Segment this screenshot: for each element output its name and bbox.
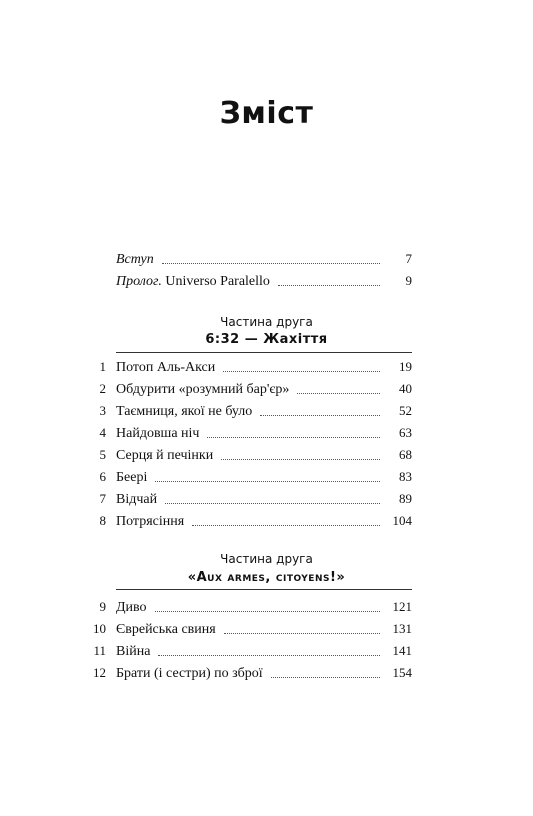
entry-page: 89: [399, 491, 412, 506]
toc-entry[interactable]: [93, 662, 412, 684]
page-title: Зміст: [219, 96, 314, 131]
dot-leader: [278, 285, 380, 286]
entry-page: 40: [399, 381, 412, 396]
toc-entry-prologue[interactable]: [116, 270, 412, 292]
toc-entry[interactable]: [93, 640, 412, 662]
dot-leader: [297, 393, 380, 394]
entry-subtitle: Universo Paralello: [161, 274, 270, 289]
toc-entry[interactable]: [99, 596, 412, 618]
entry-title: Брати (і сестри) по зброї: [116, 666, 263, 681]
entry-title: Потрясіння: [116, 514, 185, 529]
entry-title: Серця й печінки: [116, 448, 214, 463]
entry-page: 63: [399, 425, 412, 440]
part-title: «Aux armes, citoyens!»: [187, 570, 346, 585]
dot-leader: [192, 525, 380, 526]
entry-number: 9: [99, 599, 106, 614]
entry-title: Війна: [116, 644, 151, 659]
entry-title: Єврейська свиня: [116, 622, 216, 637]
entry-title: Вступ: [116, 252, 154, 267]
entry-page: 104: [392, 513, 412, 528]
entry-page: 141: [392, 643, 412, 658]
entry-title: Відчай: [116, 492, 158, 507]
entry-page: 154: [392, 665, 412, 680]
entry-title: Беері: [116, 470, 148, 485]
entry-title: Потоп Аль-Акси: [116, 360, 216, 375]
dot-leader: [260, 415, 380, 416]
part-label: Частина друга: [220, 552, 313, 566]
dot-leader: [207, 437, 380, 438]
dot-leader: [162, 263, 380, 264]
part-divider: [116, 352, 412, 353]
intro-toc: [116, 248, 412, 292]
entry-title: Найдовша ніч: [116, 426, 200, 441]
part1-toc: [99, 356, 412, 532]
toc-entry[interactable]: [99, 422, 412, 444]
entry-page: 7: [405, 251, 412, 266]
dot-leader: [158, 655, 380, 656]
toc-entry[interactable]: [99, 510, 412, 532]
entry-title: Диво: [116, 600, 147, 615]
entry-number: 12: [93, 665, 106, 680]
part-label: Частина друга: [220, 315, 313, 329]
dot-leader: [155, 481, 380, 482]
toc-entry[interactable]: [99, 466, 412, 488]
entry-page: 131: [392, 621, 412, 636]
entry-page: 68: [399, 447, 412, 462]
dot-leader: [221, 459, 380, 460]
toc-entry[interactable]: [93, 618, 412, 640]
toc-entry[interactable]: [99, 356, 412, 378]
entry-number: 10: [93, 621, 106, 636]
toc-entry[interactable]: [99, 488, 412, 510]
entry-page: 9: [405, 273, 412, 288]
entry-number: 7: [99, 491, 106, 506]
entry-number: 8: [99, 513, 106, 528]
entry-page: 19: [399, 359, 412, 374]
entry-page: 83: [399, 469, 412, 484]
entry-title: Обдурити «розумний бар'єр»: [116, 382, 290, 397]
entry-title: Пролог.: [116, 274, 162, 289]
dot-leader: [224, 633, 380, 634]
toc-entry-intro[interactable]: [116, 248, 412, 270]
entry-number: 4: [99, 425, 106, 440]
dot-leader: [155, 611, 380, 612]
entry-number: 5: [99, 447, 106, 462]
toc-entry[interactable]: [99, 444, 412, 466]
dot-leader: [223, 371, 380, 372]
entry-title: Таємниця, якої не було: [116, 404, 253, 419]
toc-entry[interactable]: [99, 378, 412, 400]
toc-entry[interactable]: [99, 400, 412, 422]
entry-number: 11: [93, 643, 106, 658]
entry-page: 121: [392, 599, 412, 614]
part-divider: [116, 589, 412, 590]
part-title: 6:32 — Жахіття: [205, 332, 328, 347]
entry-page: 52: [399, 403, 412, 418]
part2-toc: [93, 596, 412, 684]
dot-leader: [271, 677, 380, 678]
entry-number: 1: [99, 359, 106, 374]
entry-number: 2: [99, 381, 106, 396]
entry-number: 3: [99, 403, 106, 418]
entry-number: 6: [99, 469, 106, 484]
dot-leader: [165, 503, 380, 504]
